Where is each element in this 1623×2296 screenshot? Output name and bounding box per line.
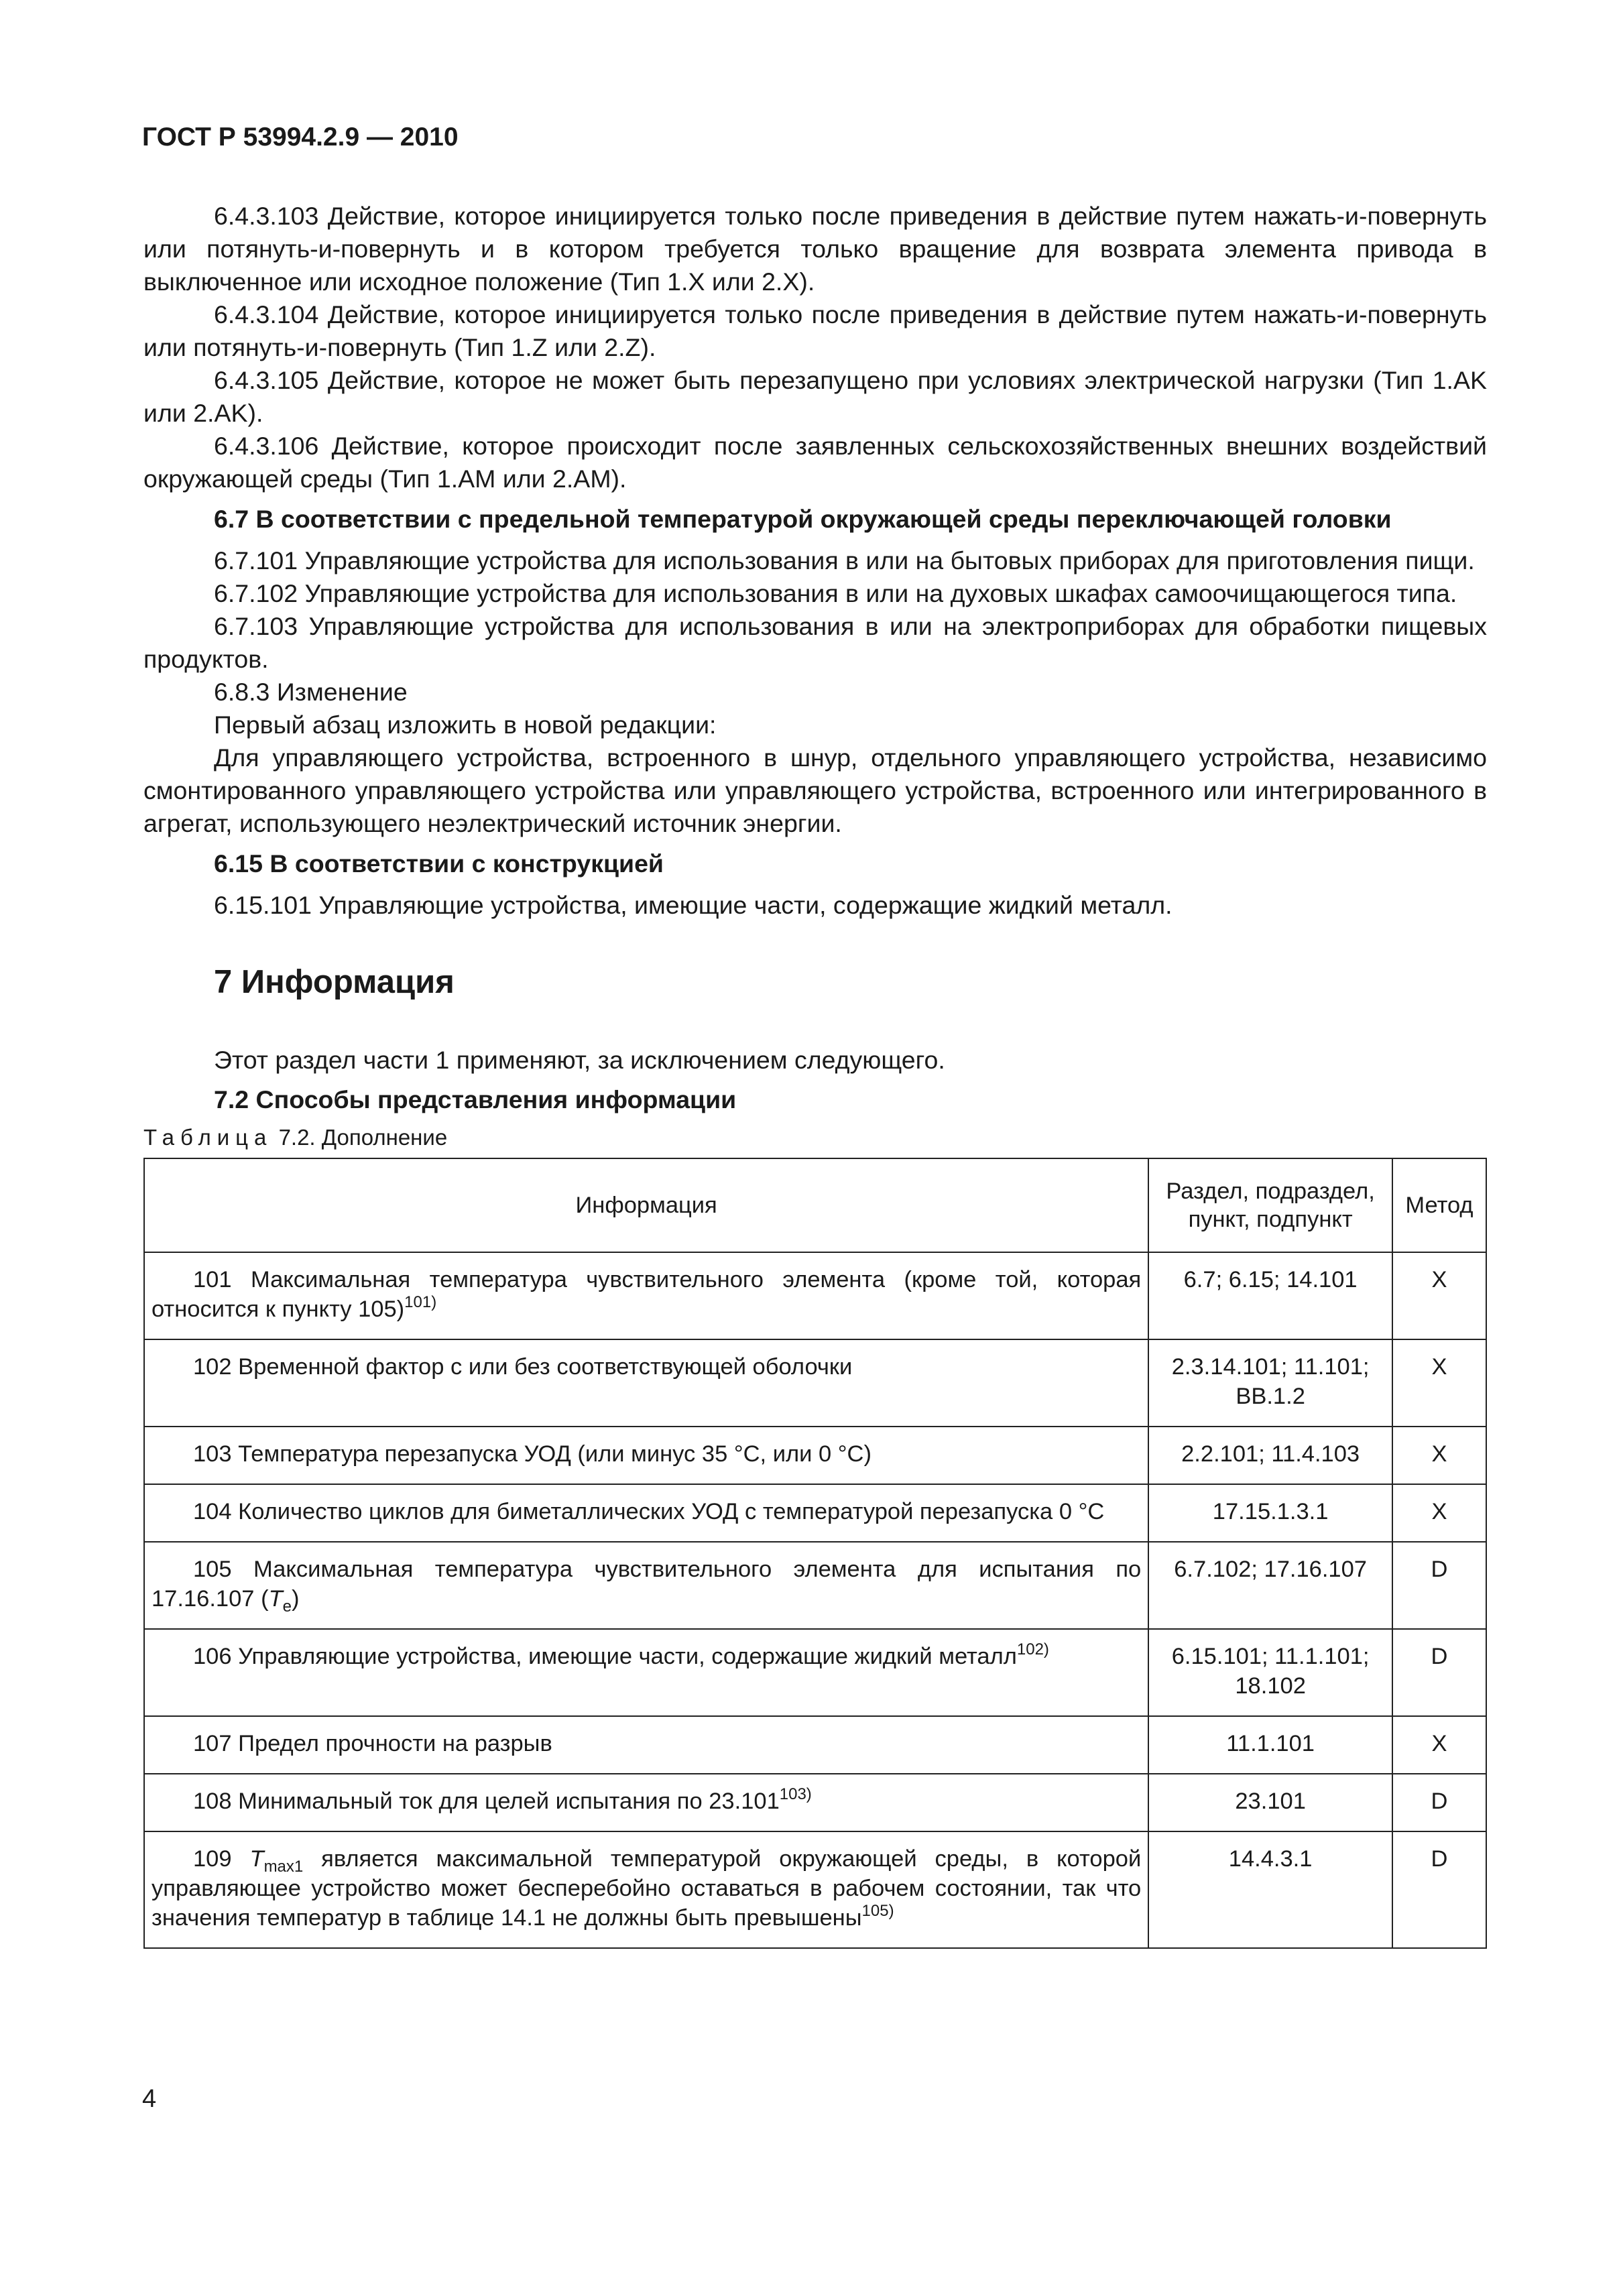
row-text: 102 Временной фактор с или без соответствующей оболочки <box>193 1354 853 1380</box>
row-text: 103 Температура перезапуска УОД (или минус 35 °С, или 0 °С) <box>193 1441 871 1467</box>
paragraph-6-4-3-105: 6.4.3.105 Действие, которое не может быть перезапущено при условиях электрической нагрузки (Тип 1.AK или 2.AK). <box>143 366 1487 427</box>
table-row <box>144 1542 1486 1629</box>
table-row <box>144 1629 1486 1716</box>
paragraph-6-4-3-104: 6.4.3.104 Действие, которое инициируется только после приведения в действие путем нажать-и-повернуть или потянуть-и-повернуть (Тип 1.Z или 2.Z). <box>143 300 1487 361</box>
row-text: 106 Управляющие устройства, имеющие части, содержащие жидкий металл <box>193 1644 1017 1669</box>
table-row <box>144 1252 1486 1339</box>
row-info-cell <box>144 1339 1148 1427</box>
row-text: 105 Максимальная температура чувствительного элемента для испытания по 17.16.107 ( <box>152 1557 1142 1612</box>
table-row <box>144 1427 1486 1484</box>
row-ref-cell: 11.1.101 <box>1148 1716 1392 1774</box>
header-method: Метод <box>1392 1158 1486 1252</box>
subheading-6-15: 6.15 В соответствии с конструкцией <box>214 849 664 878</box>
paragraph-new-text: Для управляющего устройства, встроенного в шнур, отдельного управляющего устройства, независимо смонтированного управляющего устройства или управляющего устройства, встроенного или интегрированного в агрегат, использующего неэлектрический источник энергии. <box>143 743 1487 837</box>
table-row <box>144 1774 1486 1831</box>
table-caption <box>143 1124 1487 1151</box>
paragraph-first-abzac: Первый абзац изложить в новой редакции: <box>214 711 717 739</box>
row-method-cell: X <box>1392 1339 1486 1427</box>
row-method-cell: D <box>1392 1774 1486 1831</box>
header-info: Информация <box>144 1158 1148 1252</box>
table-row <box>144 1831 1486 1948</box>
row-info-cell <box>144 1629 1148 1716</box>
information-table <box>143 1158 1487 1949</box>
row-info-cell <box>144 1542 1148 1629</box>
paragraph-6-4-3-106: 6.4.3.106 Действие, которое происходит после заявленных сельскохозяйственных внешних воздействий окружающей среды (Тип 1.AM или 2.AM). <box>143 432 1487 493</box>
subheading-6-7: 6.7 В соответствии с предельной температурой окружающей среды переключающей головки <box>214 505 1392 533</box>
row-text: 101 Максимальная температура чувствительного элемента (кроме той, которая относится к пункту 105) <box>152 1267 1142 1322</box>
footnote-ref: 101) <box>404 1293 437 1311</box>
row-info-cell <box>144 1774 1148 1831</box>
section-heading-7: 7 Информация <box>214 964 455 1000</box>
row-info-cell <box>144 1484 1148 1542</box>
page-number: 4 <box>142 2085 157 2113</box>
row-info-cell <box>144 1427 1148 1484</box>
table-row <box>144 1484 1486 1542</box>
row-method-cell: X <box>1392 1484 1486 1542</box>
document-body <box>143 200 1487 1949</box>
paragraph-6-8-3: 6.8.3 Изменение <box>214 678 408 706</box>
row-text: 104 Количество циклов для биметаллических УОД с температурой перезапуска 0 °С <box>193 1499 1105 1524</box>
row-info-cell <box>144 1252 1148 1339</box>
symbol-subscript: max1 <box>263 1858 304 1876</box>
footnote-ref: 103) <box>779 1785 812 1803</box>
symbol-t: T <box>268 1586 283 1612</box>
row-method-cell: X <box>1392 1427 1486 1484</box>
symbol-t: T <box>249 1846 264 1872</box>
row-info-cell <box>144 1716 1148 1774</box>
row-ref-cell: 6.15.101; 11.1.101; 18.102 <box>1148 1629 1392 1716</box>
row-method-cell: X <box>1392 1252 1486 1339</box>
table-caption-text: 7.2. Дополнение <box>278 1125 448 1150</box>
row-text: 108 Минимальный ток для целей испытания по 23.101 <box>193 1789 780 1814</box>
row-ref-cell: 2.2.101; 11.4.103 <box>1148 1427 1392 1484</box>
row-method-cell: D <box>1392 1542 1486 1629</box>
row-text: 107 Предел прочности на разрыв <box>193 1731 552 1756</box>
document-header: ГОСТ Р 53994.2.9 — 2010 <box>142 123 459 152</box>
row-method-cell: X <box>1392 1716 1486 1774</box>
header-ref: Раздел, подраздел, пункт, подпункт <box>1148 1158 1392 1252</box>
table-row <box>144 1339 1486 1427</box>
row-ref-cell: 6.7.102; 17.16.107 <box>1148 1542 1392 1629</box>
row-ref-cell: 14.4.3.1 <box>1148 1831 1392 1948</box>
paragraph-6-4-3-103: 6.4.3.103 Действие, которое инициируется только после приведения в действие путем нажать-и-повернуть или потянуть-и-повернуть и в котором требуется только вращение для возврата элемента привода в выключенное или исходное положение (Тип 1.X или 2.X). <box>143 202 1487 296</box>
paragraph-6-7-102: 6.7.102 Управляющие устройства для использования в или на духовых шкафах самоочищающегося типа. <box>214 579 1457 607</box>
row-method-cell: D <box>1392 1629 1486 1716</box>
row-ref-cell: 17.15.1.3.1 <box>1148 1484 1392 1542</box>
paragraph-6-7-101: 6.7.101 Управляющие устройства для использования в или на бытовых приборах для приготовления пищи. <box>214 546 1475 575</box>
row-text: является максимальной температурой окружающей среды, в которой управляющее устройство может бесперебойно оставаться в рабочем состоянии, так что значения температур в таблице 14.1 не должны быть превышены <box>152 1846 1142 1931</box>
row-ref-cell: 2.3.14.101; 11.101; ВВ.1.2 <box>1148 1339 1392 1427</box>
symbol-subscript: e <box>282 1597 292 1616</box>
paragraph-6-7-103: 6.7.103 Управляющие устройства для использования в или на электроприборах для обработки пищевых продуктов. <box>143 612 1487 673</box>
row-info-cell <box>144 1831 1148 1948</box>
row-ref-cell: 23.101 <box>1148 1774 1392 1831</box>
paragraph-section-7-intro: Этот раздел части 1 применяют, за исключением следующего. <box>214 1046 945 1074</box>
row-text-tail: ) <box>292 1586 300 1612</box>
row-text-lead: 109 <box>193 1846 250 1872</box>
table-row <box>144 1716 1486 1774</box>
footnote-ref: 105) <box>861 1902 894 1920</box>
footnote-ref: 102) <box>1016 1640 1049 1658</box>
row-method-cell: D <box>1392 1831 1486 1948</box>
table-header-row <box>144 1158 1486 1252</box>
subheading-7-2: 7.2 Способы представления информации <box>214 1085 737 1113</box>
paragraph-6-15-101: 6.15.101 Управляющие устройства, имеющие части, содержащие жидкий металл. <box>214 891 1173 919</box>
table-caption-word: Таблица <box>143 1125 273 1150</box>
row-ref-cell: 6.7; 6.15; 14.101 <box>1148 1252 1392 1339</box>
